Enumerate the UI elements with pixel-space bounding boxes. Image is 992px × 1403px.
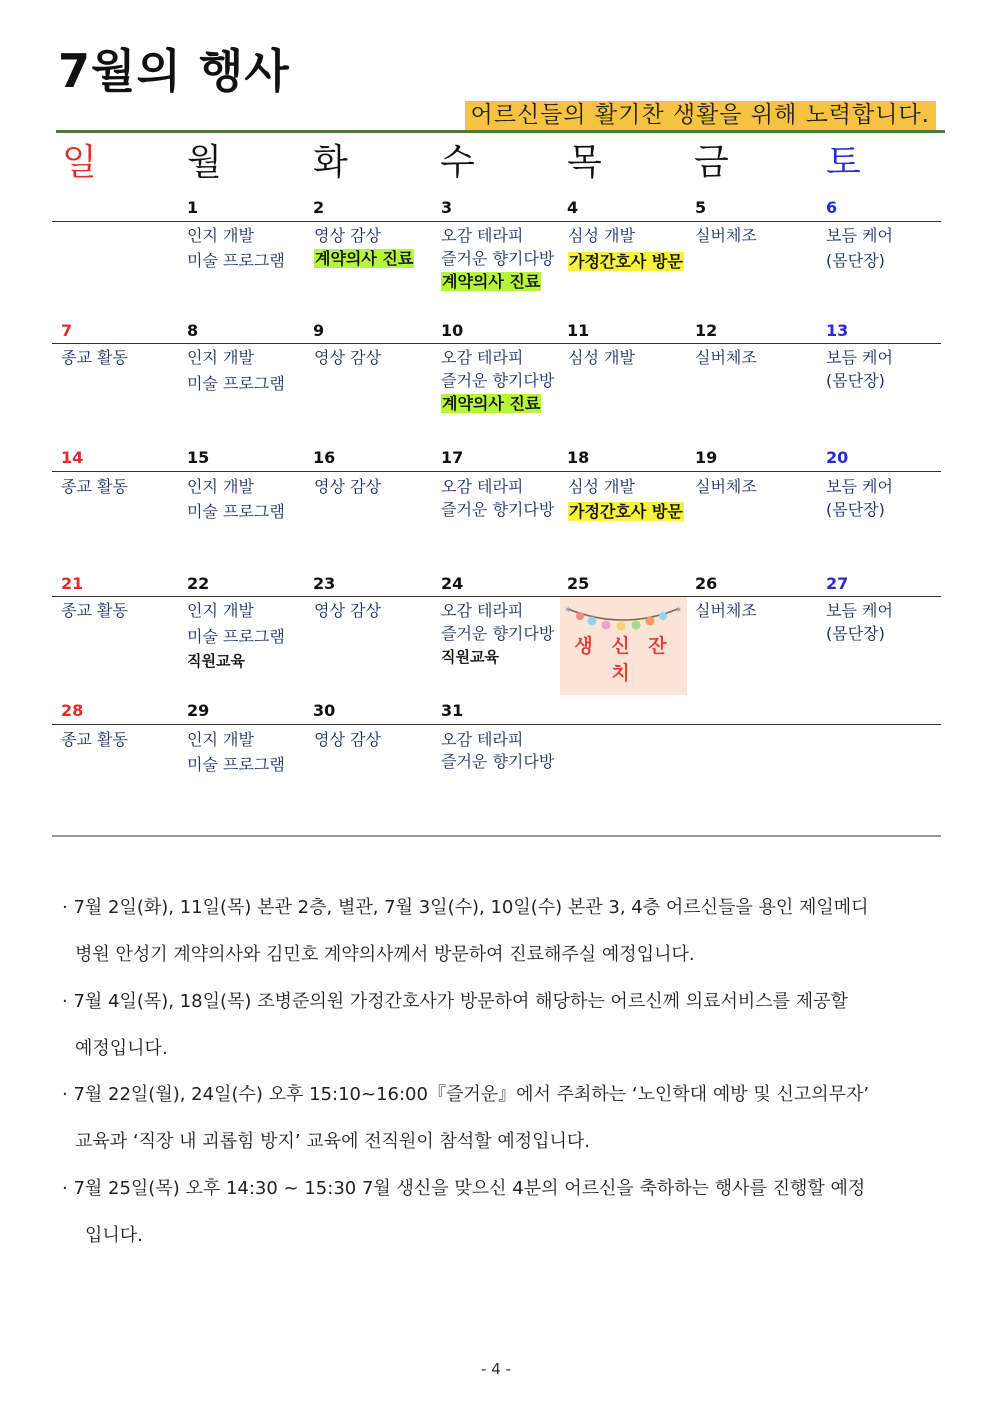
event-religious: 종교 활동 <box>61 477 128 496</box>
event-care: 보듬 케어 <box>826 348 893 367</box>
svg-text:✶: ✶ <box>674 605 683 616</box>
date-cell: 15 <box>187 448 210 467</box>
event-aroma: 즐거운 향기다방 <box>441 752 555 771</box>
event-nurse: 가정간호사 방문 <box>569 252 683 271</box>
birthday-party-label: 생 신 잔 치 <box>574 635 673 684</box>
event-cognitive: 인지 개발 <box>187 730 254 749</box>
event-art: 미술 프로그램 <box>187 755 285 774</box>
event-staff-edu: 직원교육 <box>187 652 245 670</box>
note-line: · 7월 25일(목) 오후 14:30 ~ 15:30 7월 생신을 맞으신 4분의 어르신을 축하하는 행사를 진행할 예정 <box>62 1178 866 1199</box>
event-aroma: 즐거운 향기다방 <box>441 371 555 390</box>
date-cell: 18 <box>567 448 590 467</box>
date-cell: 12 <box>695 321 718 340</box>
date-cell: 24 <box>441 574 464 593</box>
event-care-sub: (몸단장) <box>826 500 885 519</box>
event-aroma: 즐거운 향기다방 <box>441 249 555 268</box>
event-video: 영상 감상 <box>314 226 381 245</box>
event-care-sub: (몸단장) <box>826 251 885 270</box>
date-cell: 7 <box>61 321 73 340</box>
date-cell: 28 <box>61 701 84 720</box>
event-art: 미술 프로그램 <box>187 627 285 646</box>
event-doctor: 계약의사 진료 <box>442 394 541 413</box>
date-cell: 2 <box>313 198 325 217</box>
week-divider <box>52 343 941 344</box>
svg-text:✶: ✶ <box>564 605 573 616</box>
date-cell: 8 <box>187 321 199 340</box>
event-silver-gym: 실버체조 <box>695 477 757 496</box>
event-care-sub: (몸단장) <box>826 371 885 390</box>
event-cognitive: 인지 개발 <box>187 226 254 245</box>
event-religious: 종교 활동 <box>61 730 128 749</box>
date-cell: 3 <box>441 198 453 217</box>
event-staff-edu: 직원교육 <box>441 648 499 666</box>
event-video: 영상 감상 <box>314 601 381 620</box>
note-line: · 7월 2일(화), 11일(목) 본관 2층, 별관, 7월 3일(수), 10일(수) 본관 3, 4층 어르신들을 용인 제일메디 <box>62 897 869 918</box>
weekday-monday: 월 <box>187 142 222 183</box>
calendar-bottom-divider <box>52 835 941 837</box>
date-cell: 5 <box>695 198 707 217</box>
event-art: 미술 프로그램 <box>187 502 285 521</box>
date-cell: 31 <box>441 701 464 720</box>
birthday-party-cell <box>560 597 687 695</box>
event-religious: 종교 활동 <box>61 348 128 367</box>
event-cognitive: 인지 개발 <box>187 601 254 620</box>
page-title: 7월의 행사 <box>58 44 290 98</box>
event-five-senses: 오감 테라피 <box>441 601 524 620</box>
event-five-senses: 오감 테라피 <box>441 730 524 749</box>
event-five-senses: 오감 테라피 <box>441 226 524 245</box>
week-divider <box>52 724 941 725</box>
note-line: 교육과 ‘직장 내 괴롭힘 방지’ 교육에 전직원이 참석할 예정입니다. <box>75 1131 591 1152</box>
date-cell: 21 <box>61 574 84 593</box>
event-art: 미술 프로그램 <box>187 374 285 393</box>
event-mind: 심성 개발 <box>568 348 635 367</box>
event-aroma: 즐거운 향기다방 <box>441 500 555 519</box>
week-divider <box>52 596 941 597</box>
page-subtitle: 어르신들의 활기찬 생활을 위해 노력합니다. <box>465 101 936 131</box>
note-line: · 7월 22일(월), 24일(수) 오후 15:10~16:00『즐거운』에서 주최하는 ‘노인학대 예방 및 신고의무자’ <box>62 1084 870 1105</box>
event-care-sub: (몸단장) <box>826 624 885 643</box>
date-cell: 20 <box>826 448 849 467</box>
event-doctor: 계약의사 진료 <box>442 272 541 291</box>
date-cell: 26 <box>695 574 718 593</box>
event-video: 영상 감상 <box>314 477 381 496</box>
date-cell: 23 <box>313 574 336 593</box>
date-cell: 10 <box>441 321 464 340</box>
event-mind: 심성 개발 <box>568 226 635 245</box>
event-nurse: 가정간호사 방문 <box>569 502 683 521</box>
page-number: - 4 - <box>481 1360 511 1378</box>
date-cell: 4 <box>567 198 579 217</box>
date-cell: 27 <box>826 574 849 593</box>
weekday-sunday: 일 <box>62 142 97 183</box>
date-cell: 11 <box>567 321 590 340</box>
event-care: 보듬 케어 <box>826 601 893 620</box>
date-cell: 6 <box>826 198 838 217</box>
event-aroma: 즐거운 향기다방 <box>441 624 555 643</box>
event-care: 보듬 케어 <box>826 477 893 496</box>
week-divider <box>52 221 941 222</box>
event-silver-gym: 실버체조 <box>695 226 757 245</box>
date-cell: 1 <box>187 198 199 217</box>
weekday-saturday: 토 <box>826 142 861 183</box>
date-cell: 17 <box>441 448 464 467</box>
event-doctor: 계약의사 진료 <box>315 249 414 268</box>
event-cognitive: 인지 개발 <box>187 348 254 367</box>
event-cognitive: 인지 개발 <box>187 477 254 496</box>
note-line: 병원 안성기 계약의사와 김민호 계약의사께서 방문하여 진료해주실 예정입니다. <box>75 944 695 965</box>
date-cell: 25 <box>567 574 590 593</box>
weekday-wednesday: 수 <box>440 142 475 183</box>
date-cell: 13 <box>826 321 849 340</box>
event-five-senses: 오감 테라피 <box>441 477 524 496</box>
week-divider <box>52 471 941 472</box>
event-care: 보듬 케어 <box>826 226 893 245</box>
date-cell: 9 <box>313 321 325 340</box>
note-line: 입니다. <box>85 1225 143 1246</box>
event-five-senses: 오감 테라피 <box>441 348 524 367</box>
date-cell: 22 <box>187 574 210 593</box>
event-video: 영상 감상 <box>314 730 381 749</box>
note-line: · 7월 4일(목), 18일(목) 조병준의원 가정간호사가 방문하여 해당하는 어르신께 의료서비스를 제공할 <box>62 991 848 1012</box>
event-mind: 심성 개발 <box>568 477 635 496</box>
date-cell: 30 <box>313 701 336 720</box>
date-cell: 16 <box>313 448 336 467</box>
date-cell: 19 <box>695 448 718 467</box>
event-art: 미술 프로그램 <box>187 251 285 270</box>
date-cell: 14 <box>61 448 84 467</box>
weekday-thursday: 목 <box>567 142 602 183</box>
event-religious: 종교 활동 <box>61 601 128 620</box>
event-silver-gym: 실버체조 <box>695 348 757 367</box>
event-video: 영상 감상 <box>314 348 381 367</box>
weekday-tuesday: 화 <box>313 142 348 183</box>
note-line: 예정입니다. <box>75 1038 168 1059</box>
weekday-friday: 금 <box>694 142 729 183</box>
event-silver-gym: 실버체조 <box>695 601 757 620</box>
header-divider <box>56 130 945 133</box>
date-cell: 29 <box>187 701 210 720</box>
